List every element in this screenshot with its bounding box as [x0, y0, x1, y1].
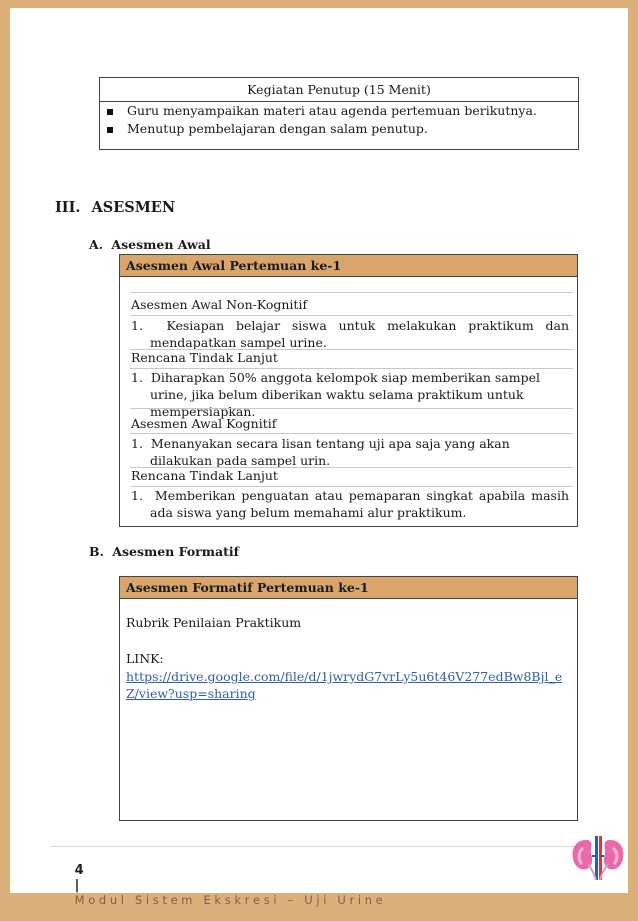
section-number: III. — [55, 199, 81, 216]
footer-divider — [50, 846, 580, 847]
kog-title: Asesmen Awal Kognitif — [131, 416, 277, 431]
rubrik-label: Rubrik Penilaian Praktikum — [126, 615, 302, 630]
bullet-square-icon — [107, 109, 113, 115]
rtl2-title: Rencana Tindak Lanjut — [131, 468, 278, 483]
rtl2-item: 1. Memberikan penguatan atau pemaparan singkat apabila masih ada siswa yang belum memahami alur praktikum. — [131, 488, 570, 520]
section-heading — [55, 199, 175, 216]
divider — [130, 408, 573, 409]
kog-item: 1. Menanyakan secara lisan tentang uji apa saja yang akan dilakukan pada sampel urin. — [131, 436, 510, 468]
closing-table — [99, 77, 579, 150]
link-label: LINK: — [126, 651, 164, 666]
footer-separator: | — [74, 878, 80, 893]
nonkog-title: Asesmen Awal Non-Kognitif — [131, 297, 308, 312]
divider — [130, 315, 573, 316]
closing-item-2: Menutup pembelajaran dengan salam penutup. — [107, 121, 428, 136]
footer — [60, 849, 383, 921]
formatif-table-header: Asesmen Formatif Pertemuan ke-1 — [120, 577, 577, 599]
bullet-square-icon — [107, 127, 113, 133]
subsection-a-heading: A. Asesmen Awal — [89, 237, 211, 252]
footer-title: M o d u l S i s t e m E k s k r e s i – U j i U r i n e — [74, 893, 383, 907]
page-number: 4 — [74, 863, 84, 878]
page — [10, 8, 628, 907]
closing-header: Kegiatan Penutup (15 Menit) — [100, 78, 578, 102]
rubric-link[interactable]: https://drive.google.com/file/d/1jwrydG7vrLy5u6t46V277edBw8Bjl_eZ/view?usp=sharing — [126, 669, 563, 701]
divider — [130, 292, 573, 293]
nonkog-item: 1. Kesiapan belajar siswa untuk melakukan praktikum dan mendapatkan sampel urine. — [131, 318, 569, 350]
awal-table — [119, 254, 578, 527]
divider — [130, 433, 573, 434]
section-title: ASESMEN — [91, 199, 176, 216]
rtl1-item: 1. Diharapkan 50% anggota kelompok siap memberikan sampel urine, jika belum diberikan waktu selama praktikum untuk mempersiapkan. — [131, 370, 541, 419]
formatif-table — [119, 576, 578, 821]
awal-table-header: Asesmen Awal Pertemuan ke-1 — [120, 255, 577, 277]
kidney-icon — [570, 834, 626, 886]
subsection-b-heading: B. Asesmen Formatif — [89, 544, 239, 559]
rtl1-title: Rencana Tindak Lanjut — [131, 350, 278, 365]
closing-item-1: Guru menyampaikan materi atau agenda pertemuan berikutnya. — [107, 103, 537, 118]
